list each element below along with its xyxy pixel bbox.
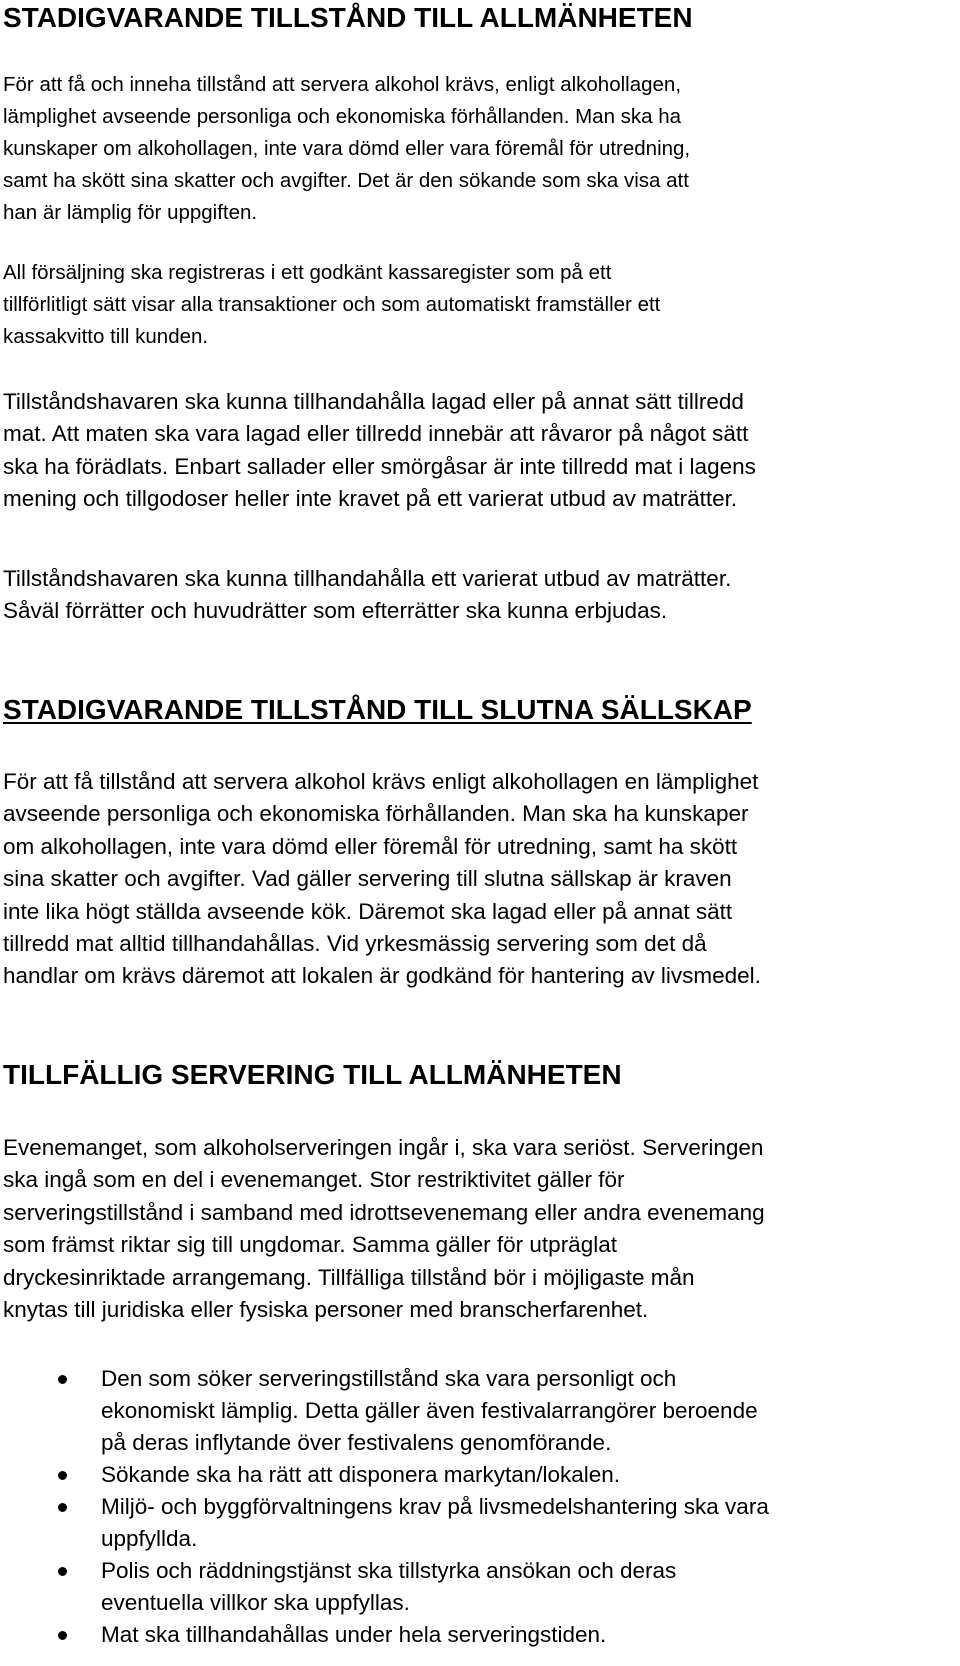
- text-line: Tillståndshavaren ska kunna tillhandahålla lagad eller på annat sätt tillredd: [3, 389, 744, 414]
- bullet-icon: [58, 1631, 67, 1640]
- text-line: tillförlitligt sätt visar alla transaktioner och som automatiskt framställer ett: [3, 293, 661, 316]
- paragraph-cash-register: [3, 257, 660, 353]
- text-line: på deras inflytande över festivalens genomförande.: [101, 1430, 612, 1455]
- text-line: dryckesinriktade arrangemang. Tillfälliga tillstånd bör i möjligaste mån: [3, 1264, 695, 1290]
- text-line: mening och tillgodoser heller inte kravet på ett varierat utbud av maträtter.: [3, 486, 738, 512]
- text-line: kunskaper om alkohollagen, inte vara dömd eller vara föremål för utredning,: [3, 137, 691, 160]
- text-line: som främst riktar sig till ungdomar. Samma gäller för utpräglat: [3, 1232, 617, 1258]
- section-heading-permanent-public: STADIGVARANDE TILLSTÅND TILL ALLMÄNHETEN: [3, 2, 693, 33]
- bullet-icon: [58, 1375, 67, 1384]
- text-line: uppfyllda.: [101, 1526, 198, 1551]
- text-line: För att få och inneha tillstånd att servera alkohol krävs, enligt alkohollagen,: [3, 73, 682, 96]
- section-heading-permanent-private: STADIGVARANDE TILLSTÅND TILL SLUTNA SÄLLSKAP: [3, 694, 752, 725]
- paragraph-event-requirements: [3, 1132, 765, 1326]
- requirements-bullet-list: [0, 1363, 769, 1651]
- text-line: lämplighet avseende personliga och ekonomiska förhållanden. Man ska ha: [3, 105, 682, 128]
- list-item: [0, 1363, 769, 1459]
- text-line: avseende personliga och ekonomiska förhållanden. Man ska ha kunskaper: [3, 801, 749, 827]
- text-line: serveringstillstånd i samband med idrottsevenemang eller andra evenemang: [3, 1199, 765, 1225]
- section-heading-temporary-public: TILLFÄLLIG SERVERING TILL ALLMÄNHETEN: [3, 1059, 622, 1090]
- list-item: [0, 1619, 769, 1651]
- text-line: tillredd mat alltid tillhandahållas. Vid yrkesmässig servering som det då: [3, 931, 707, 957]
- text-line: sina skatter och avgifter. Vad gäller servering till slutna sällskap är kraven: [3, 866, 732, 892]
- list-item: [0, 1459, 769, 1491]
- text-line: Miljö- och byggförvaltningens krav på livsmedelshantering ska vara: [101, 1494, 769, 1519]
- text-line: mat. Att maten ska vara lagad eller tillredd innebär att råvaror på något sätt: [3, 421, 749, 447]
- text-line: om alkohollagen, inte vara dömd eller föremål för utredning, samt ha skött: [3, 833, 738, 859]
- text-line: han är lämplig för uppgiften.: [3, 201, 258, 224]
- text-line: All försäljning ska registreras i ett godkänt kassaregister som på ett: [3, 261, 612, 284]
- text-line: eventuella villkor ska uppfyllas.: [101, 1590, 410, 1615]
- list-item: [0, 1555, 769, 1619]
- text-line: Den som söker serveringstillstånd ska vara personligt och: [101, 1366, 677, 1391]
- text-line: Tillståndshavaren ska kunna tillhandahålla ett varierat utbud av maträtter.: [3, 566, 732, 591]
- text-line: ska ha förädlats. Enbart sallader eller smörgåsar är inte tillredd mat i lagens: [3, 453, 756, 479]
- text-line: Polis och räddningstjänst ska tillstyrka ansökan och deras: [101, 1558, 677, 1583]
- paragraph-permit-requirements: [3, 69, 690, 229]
- bullet-icon: [58, 1503, 67, 1512]
- list-item: [0, 1491, 769, 1555]
- text-line: Sökande ska ha rätt att disponera markytan/lokalen.: [101, 1462, 621, 1487]
- text-line: Evenemanget, som alkoholserveringen ingår i, ska vara seriöst. Serveringen: [3, 1135, 764, 1160]
- text-line: ska ingå som en del i evenemanget. Stor restriktivitet gäller för: [3, 1167, 625, 1193]
- paragraph-prepared-food: [3, 386, 756, 516]
- text-line: ekonomiskt lämplig. Detta gäller även festivalarrangörer beroende: [101, 1398, 758, 1423]
- bullet-icon: [58, 1567, 67, 1576]
- text-line: samt ha skött sina skatter och avgifter. Det är den sökande som ska visa att: [3, 169, 689, 192]
- text-line: Mat ska tillhandahållas under hela serveringstiden.: [101, 1622, 607, 1647]
- text-line: För att få tillstånd att servera alkohol krävs enligt alkohollagen en lämplighet: [3, 769, 759, 794]
- text-line: handlar om krävs däremot att lokalen är godkänd för hantering av livsmedel.: [3, 963, 761, 989]
- bullet-icon: [58, 1471, 67, 1480]
- paragraph-varied-menu: [3, 563, 731, 628]
- text-line: knytas till juridiska eller fysiska personer med branscherfarenhet.: [3, 1297, 649, 1323]
- paragraph-private-requirements: [3, 766, 761, 993]
- text-line: inte lika högt ställda avseende kök. Däremot ska lagad eller på annat sätt: [3, 898, 733, 924]
- text-line: kassakvitto till kunden.: [3, 325, 209, 348]
- text-line: Såväl förrätter och huvudrätter som efterrätter ska kunna erbjudas.: [3, 598, 668, 624]
